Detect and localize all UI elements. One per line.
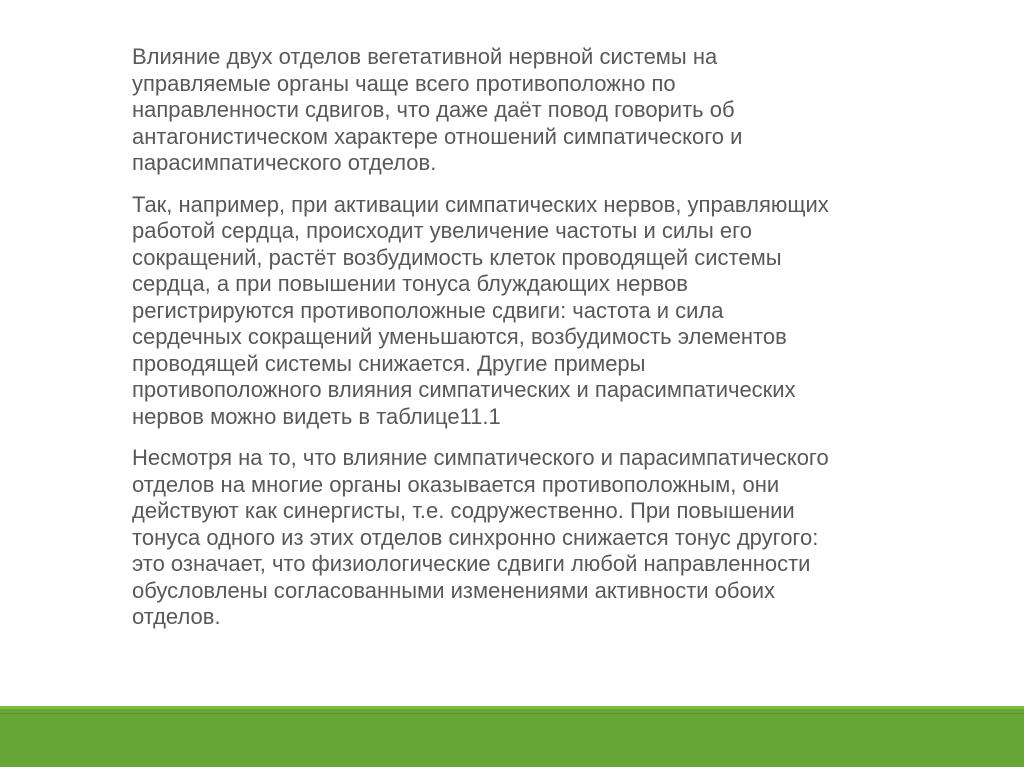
footer-shadow-line [0, 713, 1024, 714]
paragraph-antagonism: Влияние двух отделов вегетативной нервной системы на управляемые органы чаще всего противоположно по направленности сдвигов, что даже даёт повод говорить об антагонистическом характере отношений симпатического и парасимпатического отделов. [132, 44, 743, 175]
paragraph-heart-example: Так, например, при активации симпатических нервов, управляющих работой сердца, происходит увеличение частоты и силы его сокращений, растёт возбудимость клеток проводящей системы сердца, а при повышении тонуса блуждающих нервов регистрируются противоположные сдвиги: частота и сила сердечных сокращений уменьшаются, возбудимость элементов проводящей системы снижается. Другие примеры противоположного влияния симпатических и парасимпатических нервов можно видеть в таблице11.1 [132, 191, 829, 429]
paragraph-synergy: Несмотря на то, что влияние симпатического и парасимпатического отделов на многие органы оказывается противоположным, они действуют как синергисты, т.е. содружественно. При повышении тонуса одного из этих отделов синхронно снижается тонус другого: это означает, что физиологические сдвиги любой направленности обусловлены согласованными изменениями активности обоих отделов. [132, 445, 829, 629]
slide-body [132, 44, 992, 631]
footer-band [0, 706, 1024, 767]
footer-highlight-line [0, 706, 1024, 709]
